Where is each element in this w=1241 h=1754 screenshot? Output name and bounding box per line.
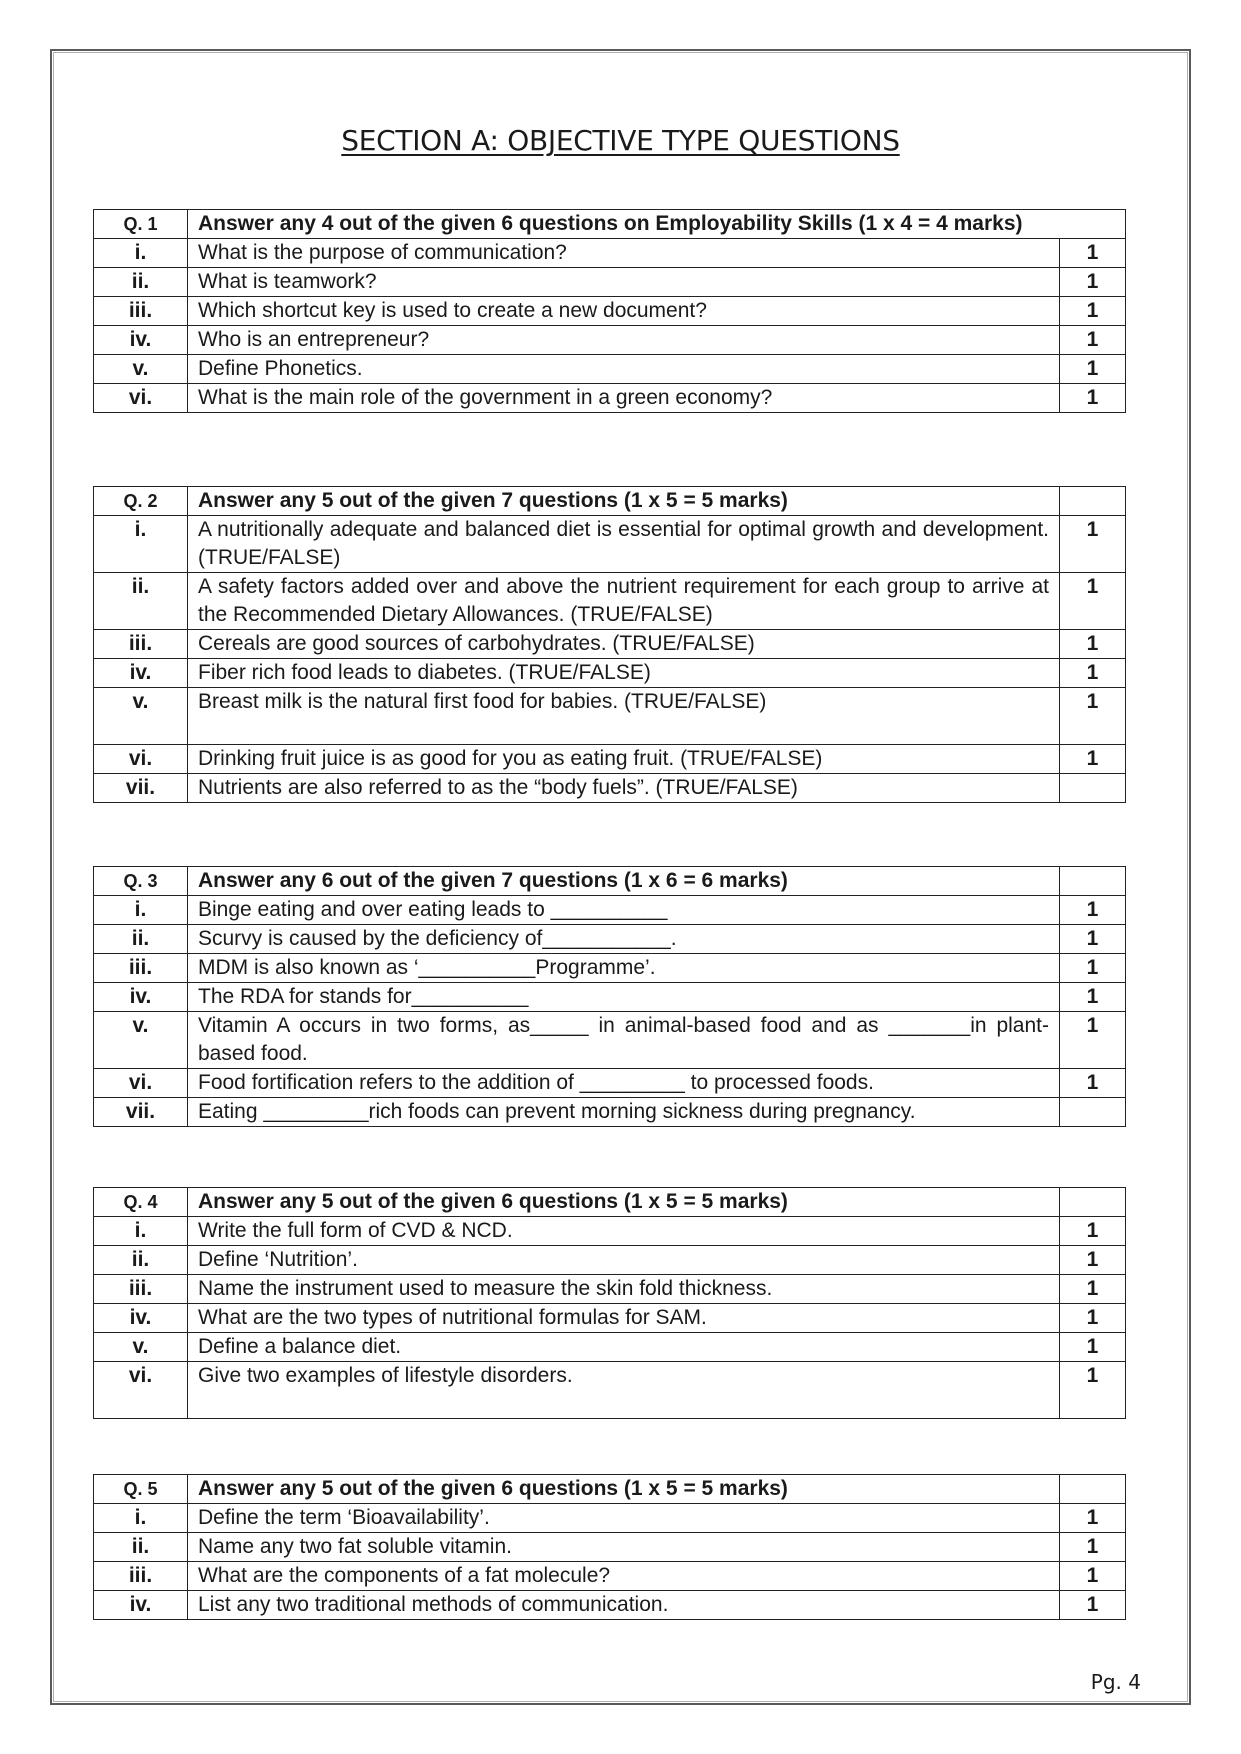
question-header-row bbox=[94, 210, 1126, 239]
question-item bbox=[94, 896, 1126, 925]
item-marks: 1 bbox=[1060, 954, 1126, 983]
item-text: The RDA for stands for__________ bbox=[188, 983, 1060, 1012]
item-marks: 1 bbox=[1060, 1591, 1126, 1620]
page-number: Pg. 4 bbox=[1090, 1670, 1141, 1694]
question-heading: Answer any 5 out of the given 6 questions (1 x 5 = 5 marks) bbox=[188, 1188, 1060, 1217]
question-item bbox=[94, 1562, 1126, 1591]
item-text: What are the components of a fat molecule? bbox=[188, 1562, 1060, 1591]
question-item bbox=[94, 630, 1126, 659]
item-text: Which shortcut key is used to create a new document? bbox=[188, 297, 1060, 326]
question-number: Q. 2 bbox=[94, 487, 188, 516]
item-text: Write the full form of CVD & NCD. bbox=[188, 1217, 1060, 1246]
question-item bbox=[94, 1012, 1126, 1069]
item-text: Food fortification refers to the addition of _________ to processed foods. bbox=[188, 1069, 1060, 1098]
question-item bbox=[94, 925, 1126, 954]
question-item bbox=[94, 983, 1126, 1012]
question-header-row bbox=[94, 1188, 1126, 1217]
item-number: v. bbox=[94, 355, 188, 384]
item-marks: 1 bbox=[1060, 1275, 1126, 1304]
item-number: vi. bbox=[94, 1362, 188, 1419]
item-number: vi. bbox=[94, 1069, 188, 1098]
question-item bbox=[94, 1304, 1126, 1333]
question-item bbox=[94, 659, 1126, 688]
item-marks: 1 bbox=[1060, 355, 1126, 384]
question-table-q1 bbox=[93, 209, 1126, 413]
item-text: Give two examples of lifestyle disorders. bbox=[188, 1362, 1060, 1419]
item-number: vii. bbox=[94, 774, 188, 803]
item-text: Define the term ‘Bioavailability’. bbox=[188, 1504, 1060, 1533]
item-marks: 1 bbox=[1060, 516, 1126, 573]
item-text: Define a balance diet. bbox=[188, 1333, 1060, 1362]
item-text: Define Phonetics. bbox=[188, 355, 1060, 384]
item-number: iv. bbox=[94, 659, 188, 688]
question-item bbox=[94, 745, 1126, 774]
item-text: Scurvy is caused by the deficiency of___________. bbox=[188, 925, 1060, 954]
question-item bbox=[94, 1504, 1126, 1533]
item-marks: 1 bbox=[1060, 630, 1126, 659]
question-item bbox=[94, 326, 1126, 355]
item-marks: 1 bbox=[1060, 1562, 1126, 1591]
item-number: iii. bbox=[94, 1562, 188, 1591]
item-number: v. bbox=[94, 1333, 188, 1362]
item-number: ii. bbox=[94, 1533, 188, 1562]
item-marks: 1 bbox=[1060, 925, 1126, 954]
item-marks: 1 bbox=[1060, 896, 1126, 925]
question-item bbox=[94, 1217, 1126, 1246]
item-number: iii. bbox=[94, 954, 188, 983]
question-item bbox=[94, 1246, 1126, 1275]
item-number: v. bbox=[94, 688, 188, 745]
question-number: Q. 4 bbox=[94, 1188, 188, 1217]
question-table-q3 bbox=[93, 866, 1126, 1127]
item-marks: 1 bbox=[1060, 983, 1126, 1012]
item-marks: 1 bbox=[1060, 1362, 1126, 1419]
item-text: Nutrients are also referred to as the “body fuels”. (TRUE/FALSE) bbox=[188, 774, 1060, 803]
section-title: SECTION A: OBJECTIVE TYPE QUESTIONS bbox=[341, 124, 900, 157]
item-text: Eating _________rich foods can prevent morning sickness during pregnancy. bbox=[188, 1098, 1060, 1127]
item-text: Binge eating and over eating leads to __________ bbox=[188, 896, 1060, 925]
item-marks: 1 bbox=[1060, 297, 1126, 326]
item-number: v. bbox=[94, 1012, 188, 1069]
item-marks: 1 bbox=[1060, 326, 1126, 355]
item-text: MDM is also known as ‘__________Programme’. bbox=[188, 954, 1060, 983]
item-marks: 1 bbox=[1060, 659, 1126, 688]
question-item bbox=[94, 384, 1126, 413]
item-number: iv. bbox=[94, 1591, 188, 1620]
question-item bbox=[94, 1069, 1126, 1098]
item-marks: 1 bbox=[1060, 1333, 1126, 1362]
item-marks bbox=[1060, 774, 1126, 803]
question-item bbox=[94, 1098, 1126, 1127]
item-number: ii. bbox=[94, 573, 188, 630]
question-item bbox=[94, 268, 1126, 297]
item-number: vii. bbox=[94, 1098, 188, 1127]
item-number: iv. bbox=[94, 1304, 188, 1333]
item-number: ii. bbox=[94, 1246, 188, 1275]
item-marks: 1 bbox=[1060, 239, 1126, 268]
item-number: vi. bbox=[94, 745, 188, 774]
question-item bbox=[94, 1362, 1126, 1419]
question-item bbox=[94, 355, 1126, 384]
item-marks: 1 bbox=[1060, 745, 1126, 774]
item-number: iii. bbox=[94, 297, 188, 326]
item-number: i. bbox=[94, 1504, 188, 1533]
item-text: Breast milk is the natural first food for babies. (TRUE/FALSE) bbox=[188, 688, 1060, 745]
item-marks: 1 bbox=[1060, 1217, 1126, 1246]
item-number: i. bbox=[94, 1217, 188, 1246]
question-item bbox=[94, 297, 1126, 326]
question-heading: Answer any 5 out of the given 6 questions (1 x 5 = 5 marks) bbox=[188, 1475, 1060, 1504]
question-item bbox=[94, 1333, 1126, 1362]
item-marks: 1 bbox=[1060, 1246, 1126, 1275]
item-number: i. bbox=[94, 239, 188, 268]
item-text: Cereals are good sources of carbohydrates. (TRUE/FALSE) bbox=[188, 630, 1060, 659]
item-text: Define ‘Nutrition’. bbox=[188, 1246, 1060, 1275]
item-number: iv. bbox=[94, 326, 188, 355]
item-text: List any two traditional methods of communication. bbox=[188, 1591, 1060, 1620]
question-item bbox=[94, 1275, 1126, 1304]
question-header-row bbox=[94, 1475, 1126, 1504]
question-item bbox=[94, 573, 1126, 630]
item-marks: 1 bbox=[1060, 688, 1126, 745]
question-table-q4 bbox=[93, 1187, 1126, 1419]
item-marks: 1 bbox=[1060, 384, 1126, 413]
question-item bbox=[94, 516, 1126, 573]
question-header-row bbox=[94, 867, 1126, 896]
item-text: A nutritionally adequate and balanced diet is essential for optimal growth and development. (TRUE/FALSE) bbox=[188, 516, 1060, 573]
item-number: iv. bbox=[94, 983, 188, 1012]
question-item bbox=[94, 1533, 1126, 1562]
item-text: A safety factors added over and above the nutrient requirement for each group to arrive at the Recommended Dietary Allowances. (TRUE/FALSE) bbox=[188, 573, 1060, 630]
question-heading: Answer any 4 out of the given 6 questions on Employability Skills (1 x 4 = 4 marks) bbox=[188, 210, 1126, 239]
item-number: ii. bbox=[94, 268, 188, 297]
item-number: vi. bbox=[94, 384, 188, 413]
item-marks: 1 bbox=[1060, 1069, 1126, 1098]
item-marks: 1 bbox=[1060, 573, 1126, 630]
item-marks: 1 bbox=[1060, 1304, 1126, 1333]
question-heading: Answer any 6 out of the given 7 questions (1 x 6 = 6 marks) bbox=[188, 867, 1060, 896]
question-header-row bbox=[94, 487, 1126, 516]
item-number: iii. bbox=[94, 630, 188, 659]
item-text: What are the two types of nutritional formulas for SAM. bbox=[188, 1304, 1060, 1333]
item-marks: 1 bbox=[1060, 268, 1126, 297]
question-item bbox=[94, 954, 1126, 983]
item-text: What is the purpose of communication? bbox=[188, 239, 1060, 268]
item-number: ii. bbox=[94, 925, 188, 954]
item-text: Name any two fat soluble vitamin. bbox=[188, 1533, 1060, 1562]
question-item bbox=[94, 1591, 1126, 1620]
item-number: i. bbox=[94, 896, 188, 925]
item-text: Fiber rich food leads to diabetes. (TRUE/FALSE) bbox=[188, 659, 1060, 688]
question-number: Q. 1 bbox=[94, 210, 188, 239]
item-text: Drinking fruit juice is as good for you as eating fruit. (TRUE/FALSE) bbox=[188, 745, 1060, 774]
item-number: iii. bbox=[94, 1275, 188, 1304]
item-text: What is teamwork? bbox=[188, 268, 1060, 297]
question-table-q5 bbox=[93, 1474, 1126, 1620]
question-number: Q. 3 bbox=[94, 867, 188, 896]
item-marks bbox=[1060, 1098, 1126, 1127]
item-text: What is the main role of the government in a green economy? bbox=[188, 384, 1060, 413]
item-text: Name the instrument used to measure the skin fold thickness. bbox=[188, 1275, 1060, 1304]
question-item bbox=[94, 688, 1126, 745]
question-item bbox=[94, 774, 1126, 803]
item-marks: 1 bbox=[1060, 1012, 1126, 1069]
question-item bbox=[94, 239, 1126, 268]
item-text: Vitamin A occurs in two forms, as_____ in animal-based food and as _______in plant-based food. bbox=[188, 1012, 1060, 1069]
question-table-q2 bbox=[93, 486, 1126, 803]
question-heading: Answer any 5 out of the given 7 questions (1 x 5 = 5 marks) bbox=[188, 487, 1060, 516]
item-number: i. bbox=[94, 516, 188, 573]
item-text: Who is an entrepreneur? bbox=[188, 326, 1060, 355]
question-number: Q. 5 bbox=[94, 1475, 188, 1504]
item-marks: 1 bbox=[1060, 1533, 1126, 1562]
item-marks: 1 bbox=[1060, 1504, 1126, 1533]
